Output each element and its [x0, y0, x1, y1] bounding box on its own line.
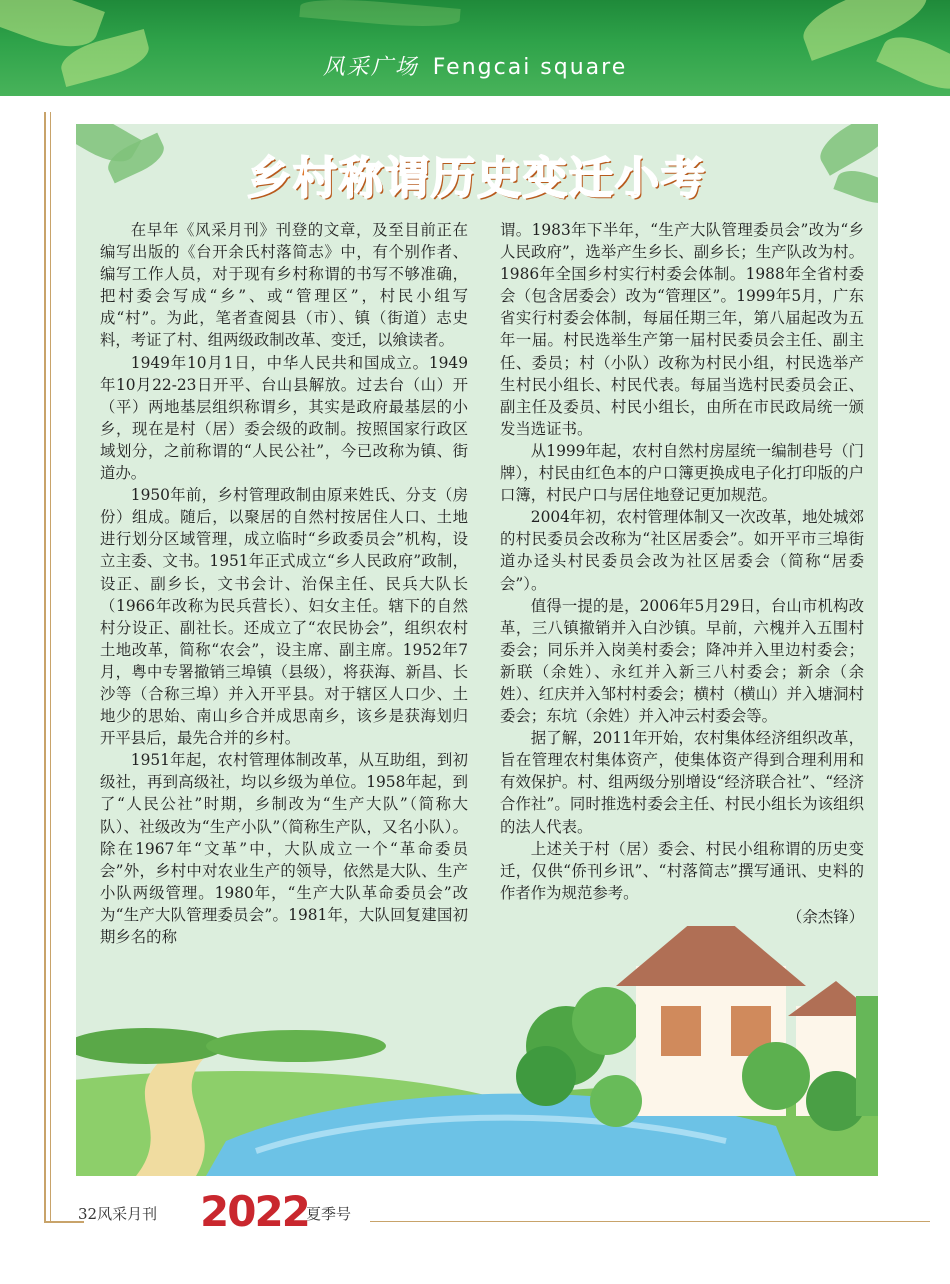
leaf-decoration [299, 0, 460, 31]
article-column-left [100, 219, 468, 948]
section-name-cn: 风采广场 [322, 55, 419, 80]
issue-season: 夏季号 [306, 1205, 352, 1223]
article-column-right [500, 219, 864, 928]
border-rail [370, 1221, 930, 1222]
page-number-magazine: 32风采月刊 [78, 1205, 158, 1223]
paragraph: 2004年初，农村管理体制又一次改革，地处城郊的村民委员会改称为“社区居委会”。如开平市三埠街道办迳头村民委员会改为社区居委会（简称“居委会”）。 [500, 508, 864, 593]
paragraph: 值得一提的是，2006年5月29日，台山市机构改革，三八镇撤销并入白沙镇。早前，六槐并入五围村委会；同乐并入岗美村委会；降冲并入里边村委会；新联（余姓）、永红并入新三八村委会；新余（余姓）、红庆并入邹村村委会；横村（横山）并入塘洞村委会；东坑（余姓）并入冲云村委会等。 [500, 596, 864, 726]
paragraph: 上述关于村（居）委会、村民小组称谓的历史变迁，仅供“侨刊乡讯”、“村落简志”撰写通讯、史料的作者作为规范参考。 [500, 839, 864, 902]
section-name-en: Fengcai square [432, 55, 628, 80]
article-title: 乡村称谓历史变迁小考 [247, 153, 707, 204]
issue-year: 2022 [200, 1187, 309, 1236]
paragraph: 1951年起，农村管理体制改革，从互助组，到初级社，再到高级社，均以乡级为单位。1958年起，到了“人民公社”时期，乡制改为“生产大队”（简称大队）、社级改为“生产小队”（简称生产队，又名小队）。除在1967年“文革”中，大队成立一个“革命委员会”外，乡村中对农业生产的领导，依然是大队、生产小队两级管理。1980年，“生产大队革命委员会”改为“生产大队管理委员会”。1981年，大队回复建国初期乡名的称 [100, 751, 468, 946]
paragraph: 1949年10月1日，中华人民共和国成立。1949年10月22-23日开平、台山县解放。过去台（山）开（平）两地基层组织称谓乡，其实是政府最基层的小乡，现在是村（居）委会级的政制。按照国家行政区域划分，之前称谓的“人民公社”，今已改称为镇、街道办。 [100, 353, 468, 483]
author-signature: （余杰锋） [787, 907, 864, 926]
paragraph: 1950年前，乡村管理政制由原来姓氏、分支（房份）组成。随后，以聚居的自然村按居住人口、土地进行划分区域管理，成立临时“乡政委员会”机构，设立主委、文书。1951年正式成立“乡人民政府”政制，设正、副乡长，文书会计、治保主任、民兵大队长（1966年改称为民兵营长）、妇女主任。辖下的自然村分设正、副社长。还成立了“农民协会”，组织农村土地改革，简称“农会”，设主席、副主席。1952年7月，粤中专署撤销三埠镇（县级），将获海、新昌、长沙等（合称三埠）并入开平县。对于辖区人口少、土地少的思始、南山乡合并成思南乡，该乡是获海划归开平县后，最先合并的乡村。 [100, 486, 468, 748]
border-rail [50, 112, 51, 1222]
section-header [0, 50, 950, 81]
article-panel [76, 124, 878, 1176]
village-illustration [76, 926, 878, 1176]
paragraph: 从1999年起，农村自然村房屋统一编制巷号（门牌），村民由红色本的户口簿更换成电子化打印版的户口簿，村民户口与居住地登记更加规范。 [500, 441, 864, 505]
border-rail [44, 112, 46, 1222]
header-banner [0, 0, 950, 96]
paragraph: 据了解，2011年开始，农村集体经济组织改革，旨在管理农村集体资产，使集体资产得到合理利用和有效保护。村、组两级分别增设“经济联合社”、“经济合作社”。同时推选村委会主任、村民小组长为该组织的法人代表。 [500, 729, 864, 836]
paragraph: 在早年《风采月刊》刊登的文章，及至目前正在编写出版的《台开余氏村落简志》中，有个别作者、编写工作人员，对于现有乡村称谓的书写不够准确，把村委会写成“乡”、或“管理区”，村民小组写成“村”。为此，笔者查阅县（市）、镇（街道）志史料，考证了村、组两级政制改革、变迁，以飨读者。 [100, 221, 468, 350]
paragraph: 谓。1983年下半年，“生产大队管理委员会”改为“乡人民政府”，选举产生乡长、副乡长；生产队改为村。1986年全国乡村实行村委会体制。1988年全省村委会（包含居委会）改为“管理区”。1999年5月，广东省实行村委会体制，每届任期三年，第八届起改为五年一届。村民选举生产第一届村民委员会主任、副主任、委员；村（小队）改称为村民小组，村民选举产生村民小组长、村民代表。每届当选村民委员会正、副主任及委员、村民小组长，由所在市民政局统一颁发当选证书。 [500, 221, 864, 438]
